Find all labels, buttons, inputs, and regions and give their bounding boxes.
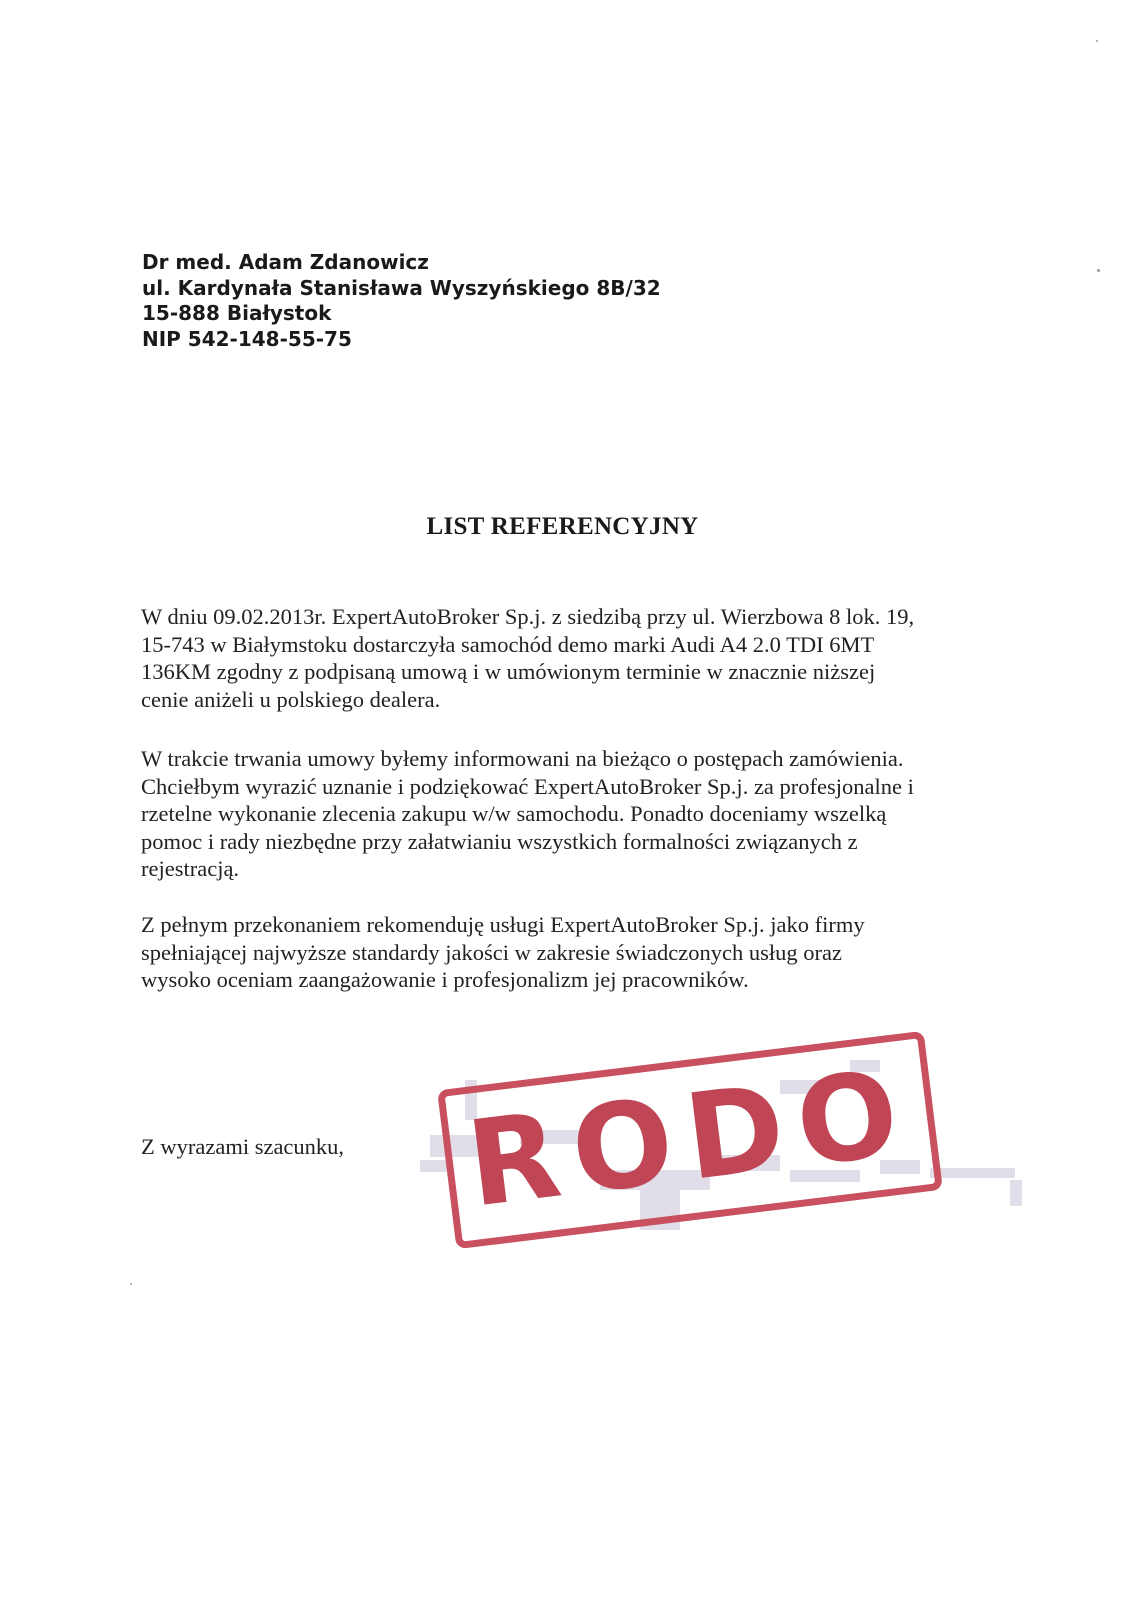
paragraph-line: cenie aniżeli u polskiego dealera. — [141, 686, 441, 712]
paragraph-line: W dniu 09.02.2013r. ExpertAutoBroker Sp.j. z siedzibą przy ul. Wierzbowa 8 lok. 19, — [141, 604, 915, 629]
stamp-text: RODO — [460, 1042, 920, 1234]
paragraph-line: W trakcie trwania umowy byłemy informowani na bieżąco o postępach zamówienia. — [141, 746, 904, 771]
sender-address-block — [142, 250, 661, 352]
paragraph-line: 15-743 w Białymstoku dostarczyła samochód demo marki Audi A4 2.0 TDI 6MT — [141, 631, 875, 657]
paragraph-line: rzetelne wykonanie zlecenia zakupu w/w samochodu. Ponadto doceniamy wszelką — [141, 801, 887, 827]
paragraph-line: rejestracją. — [141, 856, 240, 882]
paragraph-recommendation — [141, 911, 1001, 994]
paragraph-line: pomoc i rady niezbędne przy załatwianiu wszystkich formalności związanych z — [141, 828, 858, 854]
paragraph-line: spełniającej najwyższe standardy jakości w zakresie świadczonych usług oraz — [141, 939, 842, 965]
scan-speck — [1097, 269, 1100, 272]
sender-name: Dr med. Adam Zdanowicz — [142, 250, 429, 274]
scan-speck — [130, 1283, 132, 1285]
paragraph-line: Chciełbym wyrazić uznanie i podziękować ExpertAutoBroker Sp.j. za profesjonalne i — [141, 773, 914, 799]
closing-salutation: Z wyrazami szacunku, — [141, 1134, 345, 1159]
sender-nip: NIP 542-148-55-75 — [142, 326, 352, 351]
document-title: LIST REFERENCYJNY — [426, 513, 699, 540]
sender-city: 15-888 Białystok — [142, 301, 332, 325]
rodo-stamp — [437, 1031, 943, 1250]
scan-speck — [1096, 40, 1098, 42]
sender-street: ul. Kardynała Stanisława Wyszyńskiego 8B/32 — [142, 275, 661, 300]
paragraph-line: Z pełnym przekonaniem rekomenduję usługi ExpertAutoBroker Sp.j. jako firmy — [141, 912, 865, 937]
paragraph-line: wysoko oceniam zaangażowanie i profesjonalizm jej pracowników. — [141, 967, 749, 993]
paragraph-line: 136KM zgodny z podpisaną umową i w umówionym terminie w znacznie niższej — [141, 659, 876, 685]
paragraph-thanks — [141, 745, 1001, 883]
paragraph-delivery — [141, 603, 1001, 713]
